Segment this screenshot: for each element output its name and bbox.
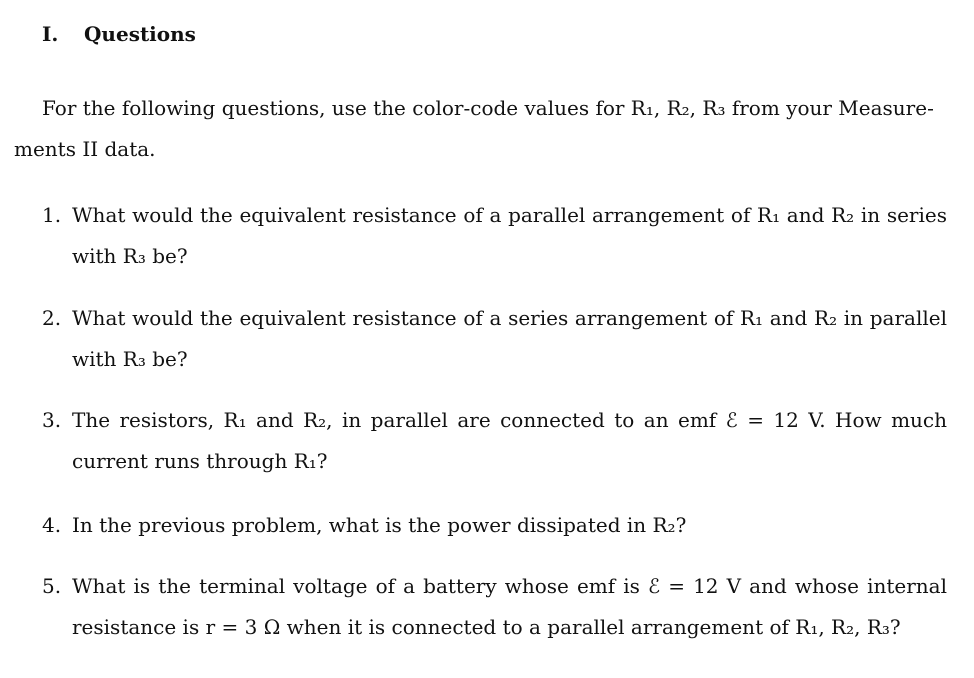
question-text (72, 400, 947, 482)
question-line-2: resistance is r = 3 Ω when it is connected to a parallel arrangement of R₁, R₂, R₃? (72, 615, 901, 639)
intro-paragraph (14, 88, 954, 170)
question-text (72, 566, 947, 648)
section-title: Questions (84, 22, 196, 46)
question-line-1: What would the equivalent resistance of a series arrangement of R₁ and R₂ in parallel (72, 306, 947, 330)
intro-line-1: For the following questions, use the color-code values for R₁, R₂, R₃ from your Measure- (42, 96, 934, 120)
question-number: 4. (42, 513, 62, 537)
question-line-2: current runs through R₁? (72, 449, 328, 473)
question-line-2: with R₃ be? (72, 347, 188, 371)
question-number: 3. (42, 408, 62, 432)
question-line-1: What would the equivalent resistance of a parallel arrangement of R₁ and R₂ in series (72, 203, 947, 227)
question-text (72, 505, 947, 546)
section-number: I. (42, 22, 59, 46)
question-number: 2. (42, 306, 62, 330)
question-line-2: with R₃ be? (72, 244, 188, 268)
question-line-1: In the previous problem, what is the power dissipated in R₂? (72, 513, 687, 537)
intro-line-2: ments II data. (14, 137, 156, 161)
question-line-1: What is the terminal voltage of a battery whose emf is ℰ = 12 V and whose internal (72, 574, 947, 598)
question-text (72, 298, 947, 380)
section-heading (42, 22, 196, 46)
question-number: 1. (42, 203, 62, 227)
question-number: 5. (42, 574, 62, 598)
question-text (72, 195, 947, 277)
question-line-1: The resistors, R₁ and R₂, in parallel are connected to an emf ℰ = 12 V. How much (72, 408, 947, 432)
